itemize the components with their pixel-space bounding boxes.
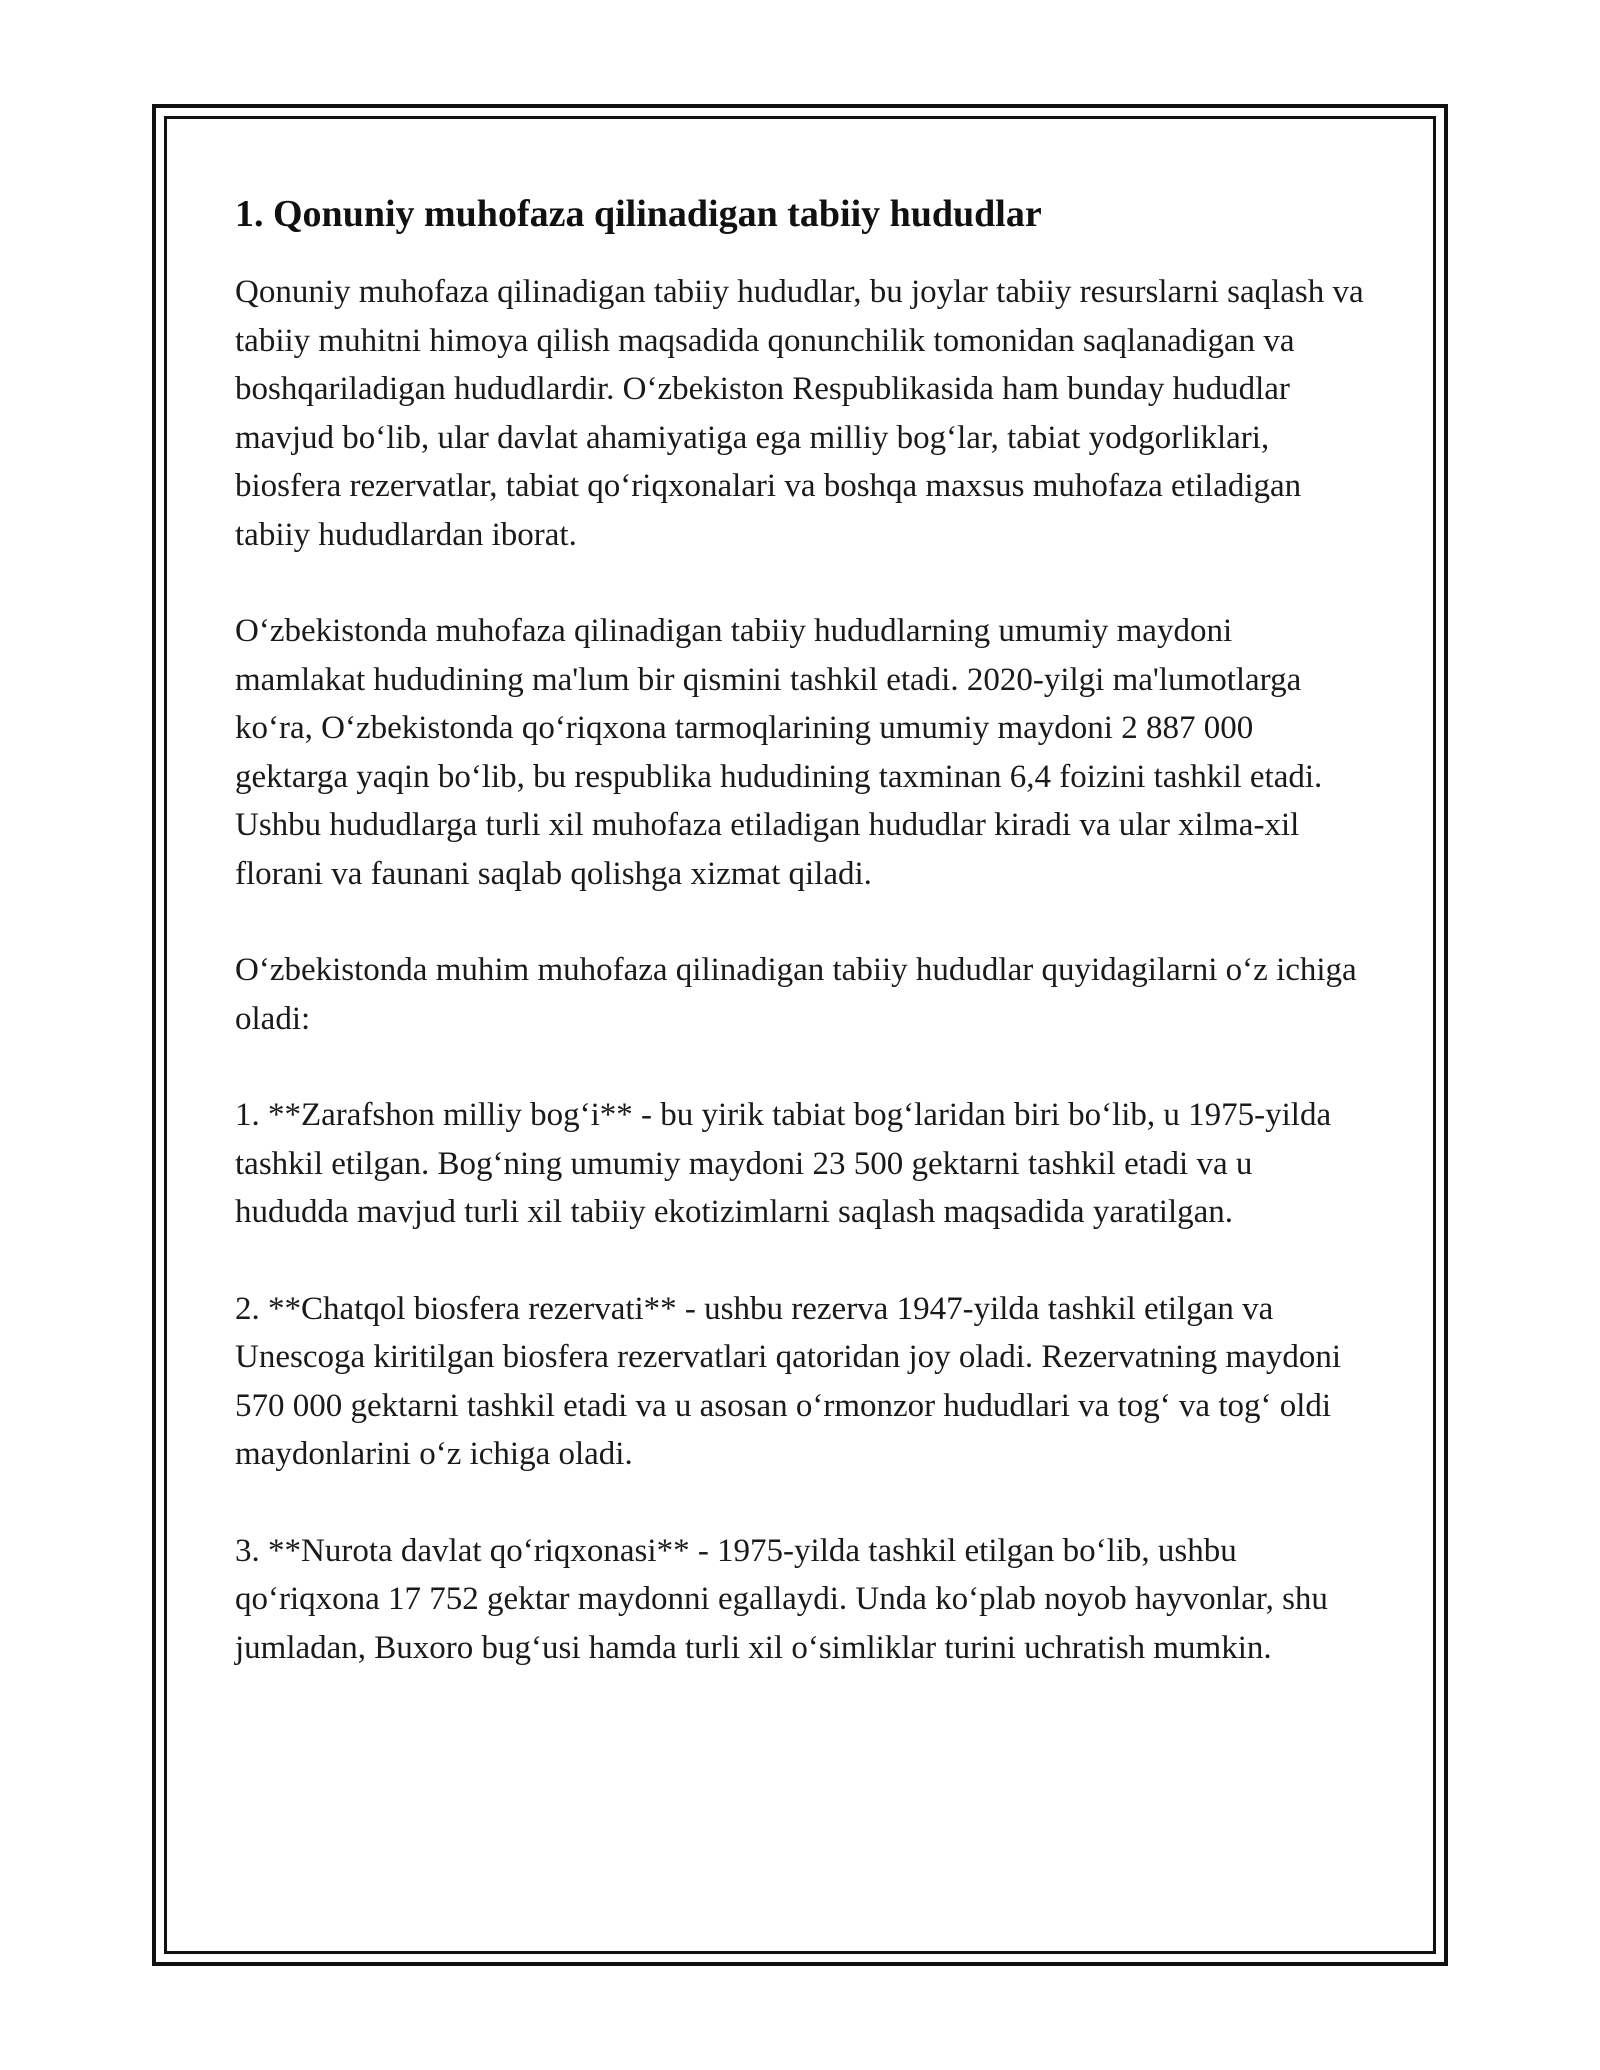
paragraph-area-statistics: O‘zbekistonda muhofaza qilinadigan tabiiy hududlarning umumiy maydoni mamlakat hududining ma'lum bir qismini tashkil etadi. 2020-yilgi ma'lumotlarga ko‘ra, O‘zbekistonda qo‘riqxona tarmoqlarining umumiy maydoni 2 887 000 gektarga yaqin bo‘lib, bu respublika hududining taxminan 6,4 foizini tashkil etadi. Ushbu hududlarga turli xil muhofaza etiladigan hududlar kiradi va ular xilma-xil florani va faunani saqlab qolishga xizmat qiladi. xyxy=(235,613,1323,892)
paragraph-list-intro: O‘zbekistonda muhim muhofaza qilinadigan tabiiy hududlar quyidagilarni o‘z ichiga oladi: xyxy=(235,952,1357,1037)
list-item-chatqol: 2. **Chatqol biosfera rezervati** - ushbu rezerva 1947-yilda tashkil etilgan va Unescoga kiritilgan biosfera rezervatlari qatoridan joy oladi. Rezervatning maydoni 570 000 gektarni tashkil etadi va u asosan o‘rmonzor hududlari va tog‘ va tog‘ oldi maydonlarini o‘z ichiga oladi. xyxy=(235,1290,1342,1472)
section-heading: 1. Qonuniy muhofaza qilinadigan tabiiy hududlar xyxy=(235,193,1042,235)
list-item-zarafshon: 1. **Zarafshon milliy bog‘i** - bu yirik tabiat bog‘laridan biri bo‘lib, u 1975-yilda tashkil etilgan. Bog‘ning umumiy maydoni 23 500 gektarni tashkil etadi va u hududda mavjud turli xil tabiiy ekotizimlarni saqlash maqsadida yaratilgan. xyxy=(235,1097,1332,1230)
document-body xyxy=(235,188,1370,1720)
list-item-nurota: 3. **Nurota davlat qo‘riqxonasi** - 1975-yilda tashkil etilgan bo‘lib, ushbu qo‘riqxona 17 752 gektar maydonni egallaydi. Unda ko‘plab noyob hayvonlar, shu jumladan, Buxoro bug‘usi hamda turli xil o‘simliklar turini uchratish mumkin. xyxy=(235,1532,1328,1666)
paragraph-intro: Qonuniy muhofaza qilinadigan tabiiy hududlar, bu joylar tabiiy resurslarni saqlash va tabiiy muhitni himoya qilish maqsadida qonunchilik tomonidan saqlanadigan va boshqariladigan hududlardir. O‘zbekiston Respublikasida ham bunday hududlar mavjud bo‘lib, ular davlat ahamiyatiga ega milliy bog‘lar, tabiat yodgorliklari, biosfera rezervatlar, tabiat qo‘riqxonalari va boshqa maxsus muhofaza etiladigan tabiiy hududlardan iborat. xyxy=(235,274,1364,553)
